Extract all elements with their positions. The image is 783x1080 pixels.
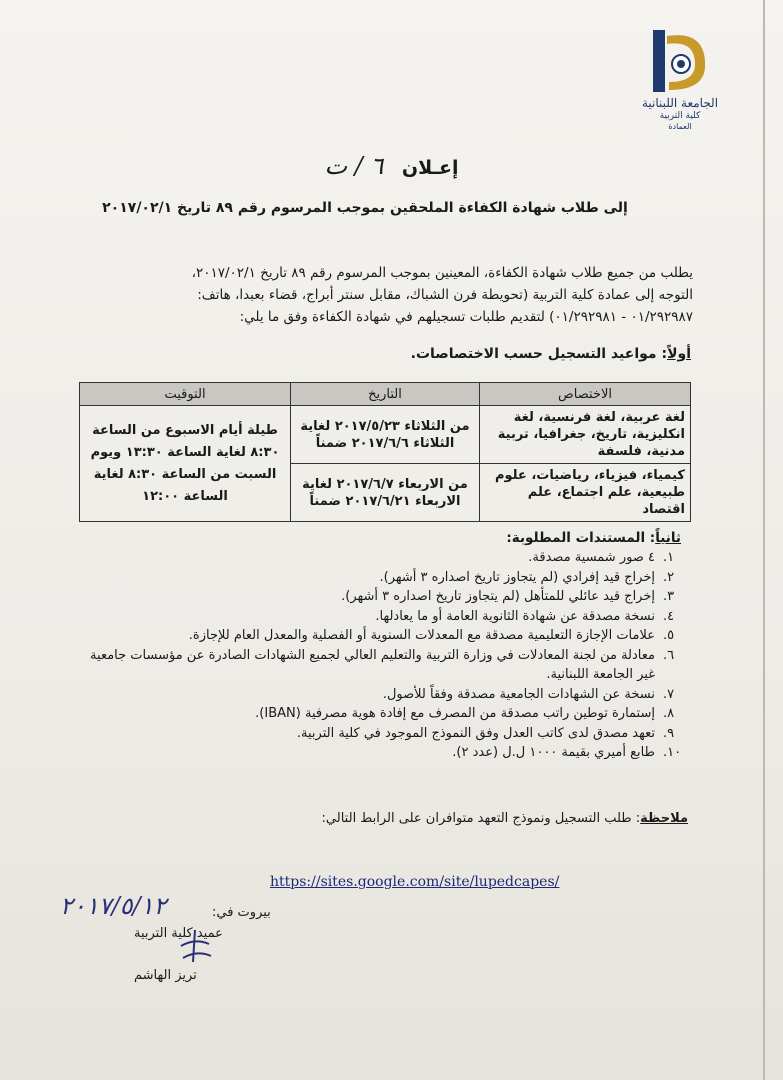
list-item (83, 685, 683, 705)
item-text: إستمارة توطين راتب مصدقة من المصرف مع إفادة هوية مصرفية (IBAN). (255, 706, 655, 721)
item-text: تعهد مصدق لدى كاتب العدل وفق النموذج الموجود في كلية التربية. (296, 725, 655, 741)
section-2-heading (506, 530, 681, 546)
item-number: ١. (663, 550, 675, 565)
row-2-date: من الاربعاء ٢٠١٧/٦/٧ لغاية الاربعاء ٢٠١٧/٦/٢١ ضمناً (291, 464, 480, 522)
logo-university-name: الجامعة اللبنانية (641, 96, 719, 110)
item-number: ٥. (663, 628, 675, 643)
list-item (83, 587, 683, 607)
list-item (83, 568, 683, 588)
list-item (83, 548, 683, 568)
table-row (80, 406, 691, 464)
timing-cell: طيلة أيام الاسبوع من الساعة ٨:٣٠ لغاية الساعة ١٣:٣٠ ويوم السبت من الساعة ٨:٣٠ لغاية الساعة ١٢:٠٠ (80, 406, 291, 522)
item-number: ٦. (663, 647, 675, 663)
logo-deanship: العمادة (668, 122, 692, 131)
header-timing: التوقيت (80, 383, 291, 406)
item-number: ٢. (663, 569, 675, 585)
logo-emblem-icon (645, 28, 715, 94)
intro-line-2: التوجه إلى عمادة كلية التربية (تحويطة فرن الشباك، مقابل سنتر أبراج، قضاء بعبدا، هاتف: (197, 287, 693, 303)
list-item (83, 743, 683, 763)
row-1-specialty: لغة عربية، لغة فرنسية، لغة انكليزية، تاريخ، جغرافيا، تربية مدنية، فلسفة (480, 406, 691, 464)
list-item (83, 607, 683, 627)
note (228, 808, 688, 830)
page-title (0, 152, 783, 180)
row-1-date: من الثلاثاء ٢٠١٧/٥/٢٣ لغاية الثلاثاء ٢٠١٧/٦/٦ ضمناً (291, 406, 480, 464)
schedule-header-row (80, 383, 691, 406)
announcement-number: ٦ / ت (324, 152, 384, 180)
item-number: ١٠. (663, 745, 682, 760)
item-text: نسخة عن الشهادات الجامعية مصدقة وفقاً للأصول. (382, 686, 655, 702)
item-text: معادلة من لجنة المعادلات في وزارة التربية والتعليم العالي لجميع الشهادات الصادرة عن مؤسسات جامعية غير الجامعة اللبنانية. (90, 647, 655, 682)
item-number: ٣. (663, 589, 675, 604)
section-1-label: أولاً (667, 346, 691, 362)
announcement-title: إعـلان (401, 157, 459, 179)
item-text: إخراج قيد عائلي للمتأهل (لم يتجاوز تاريخ اصداره ٣ أشهر). (341, 589, 655, 604)
intro-line-3: ٠١/٢٩٢٩٨٧ - ٠١/٢٩٢٩٨١) لتقديم طلبات تسجيلهم في شهادة الكفاءة وفق ما يلي: (239, 309, 693, 325)
logo-faculty-name: كلية التربية (659, 111, 701, 121)
list-item (83, 724, 683, 744)
intro-paragraph (73, 262, 693, 328)
note-label: ملاحظة (640, 811, 688, 826)
intro-line-1: يطلب من جميع طلاب شهادة الكفاءة، المعينين بموجب المرسوم رقم ٨٩ تاريخ ٢٠١٧/٠٢/١، (191, 265, 693, 281)
schedule-table (79, 382, 691, 522)
item-number: ٨. (663, 706, 675, 721)
signature-scribble-icon (175, 928, 215, 968)
section-1-title: : مواعيد التسجيل حسب الاختصاصات. (410, 346, 668, 362)
header-specialty: الاختصاص (480, 383, 691, 406)
list-item (83, 704, 683, 724)
item-number: ٤. (663, 608, 675, 624)
signature-place: بيروت في: (212, 905, 271, 920)
list-item (83, 646, 683, 685)
section-2-title: : المستندات المطلوبة: (506, 530, 656, 546)
signature-date: ٢٠١٧/٥/١٢ (60, 892, 167, 920)
documents-list (83, 548, 683, 763)
item-text: طابع أميري بقيمة ١٠٠٠ ل.ل (عدد ٢). (452, 745, 655, 760)
registration-link[interactable]: https://sites.google.com/site/lupedcapes/ (270, 874, 560, 890)
university-logo (639, 28, 721, 131)
header-date: التاريخ (291, 383, 480, 406)
section-1-heading (411, 346, 691, 362)
item-number: ٩. (663, 725, 675, 741)
item-text: نسخة مصدقة عن شهادة الثانوية العامة أو ما يعادلها. (375, 608, 655, 624)
section-2-label: ثانياً (655, 530, 681, 546)
item-number: ٧. (663, 686, 675, 702)
list-item (83, 626, 683, 646)
signature-name: تريز الهاشم (134, 968, 197, 983)
page-subtitle: إلى طلاب شهادة الكفاءة الملحقين بموجب المرسوم رقم ٨٩ تاريخ ٢٠١٧/٠٢/١ (102, 200, 628, 216)
signature-title: عميد كلية التربية (134, 926, 223, 941)
item-text: علامات الإجازة التعليمية مصدقة مع المعدلات السنوية أو الفصلية والمعدل العام للإجازة. (188, 628, 655, 643)
item-text: إخراج قيد إفرادي (لم يتجاوز تاريخ اصداره ٣ أشهر). (379, 569, 655, 585)
row-2-specialty: كيمياء، فيزياء، رياضيات، علوم طبيعية، علم اجتماع، علم اقتصاد (480, 464, 691, 522)
note-text: : طلب التسجيل ونموذج التعهد متوافران على الرابط التالي: (321, 811, 641, 826)
item-text: ٤ صور شمسية مصدقة. (528, 550, 655, 565)
